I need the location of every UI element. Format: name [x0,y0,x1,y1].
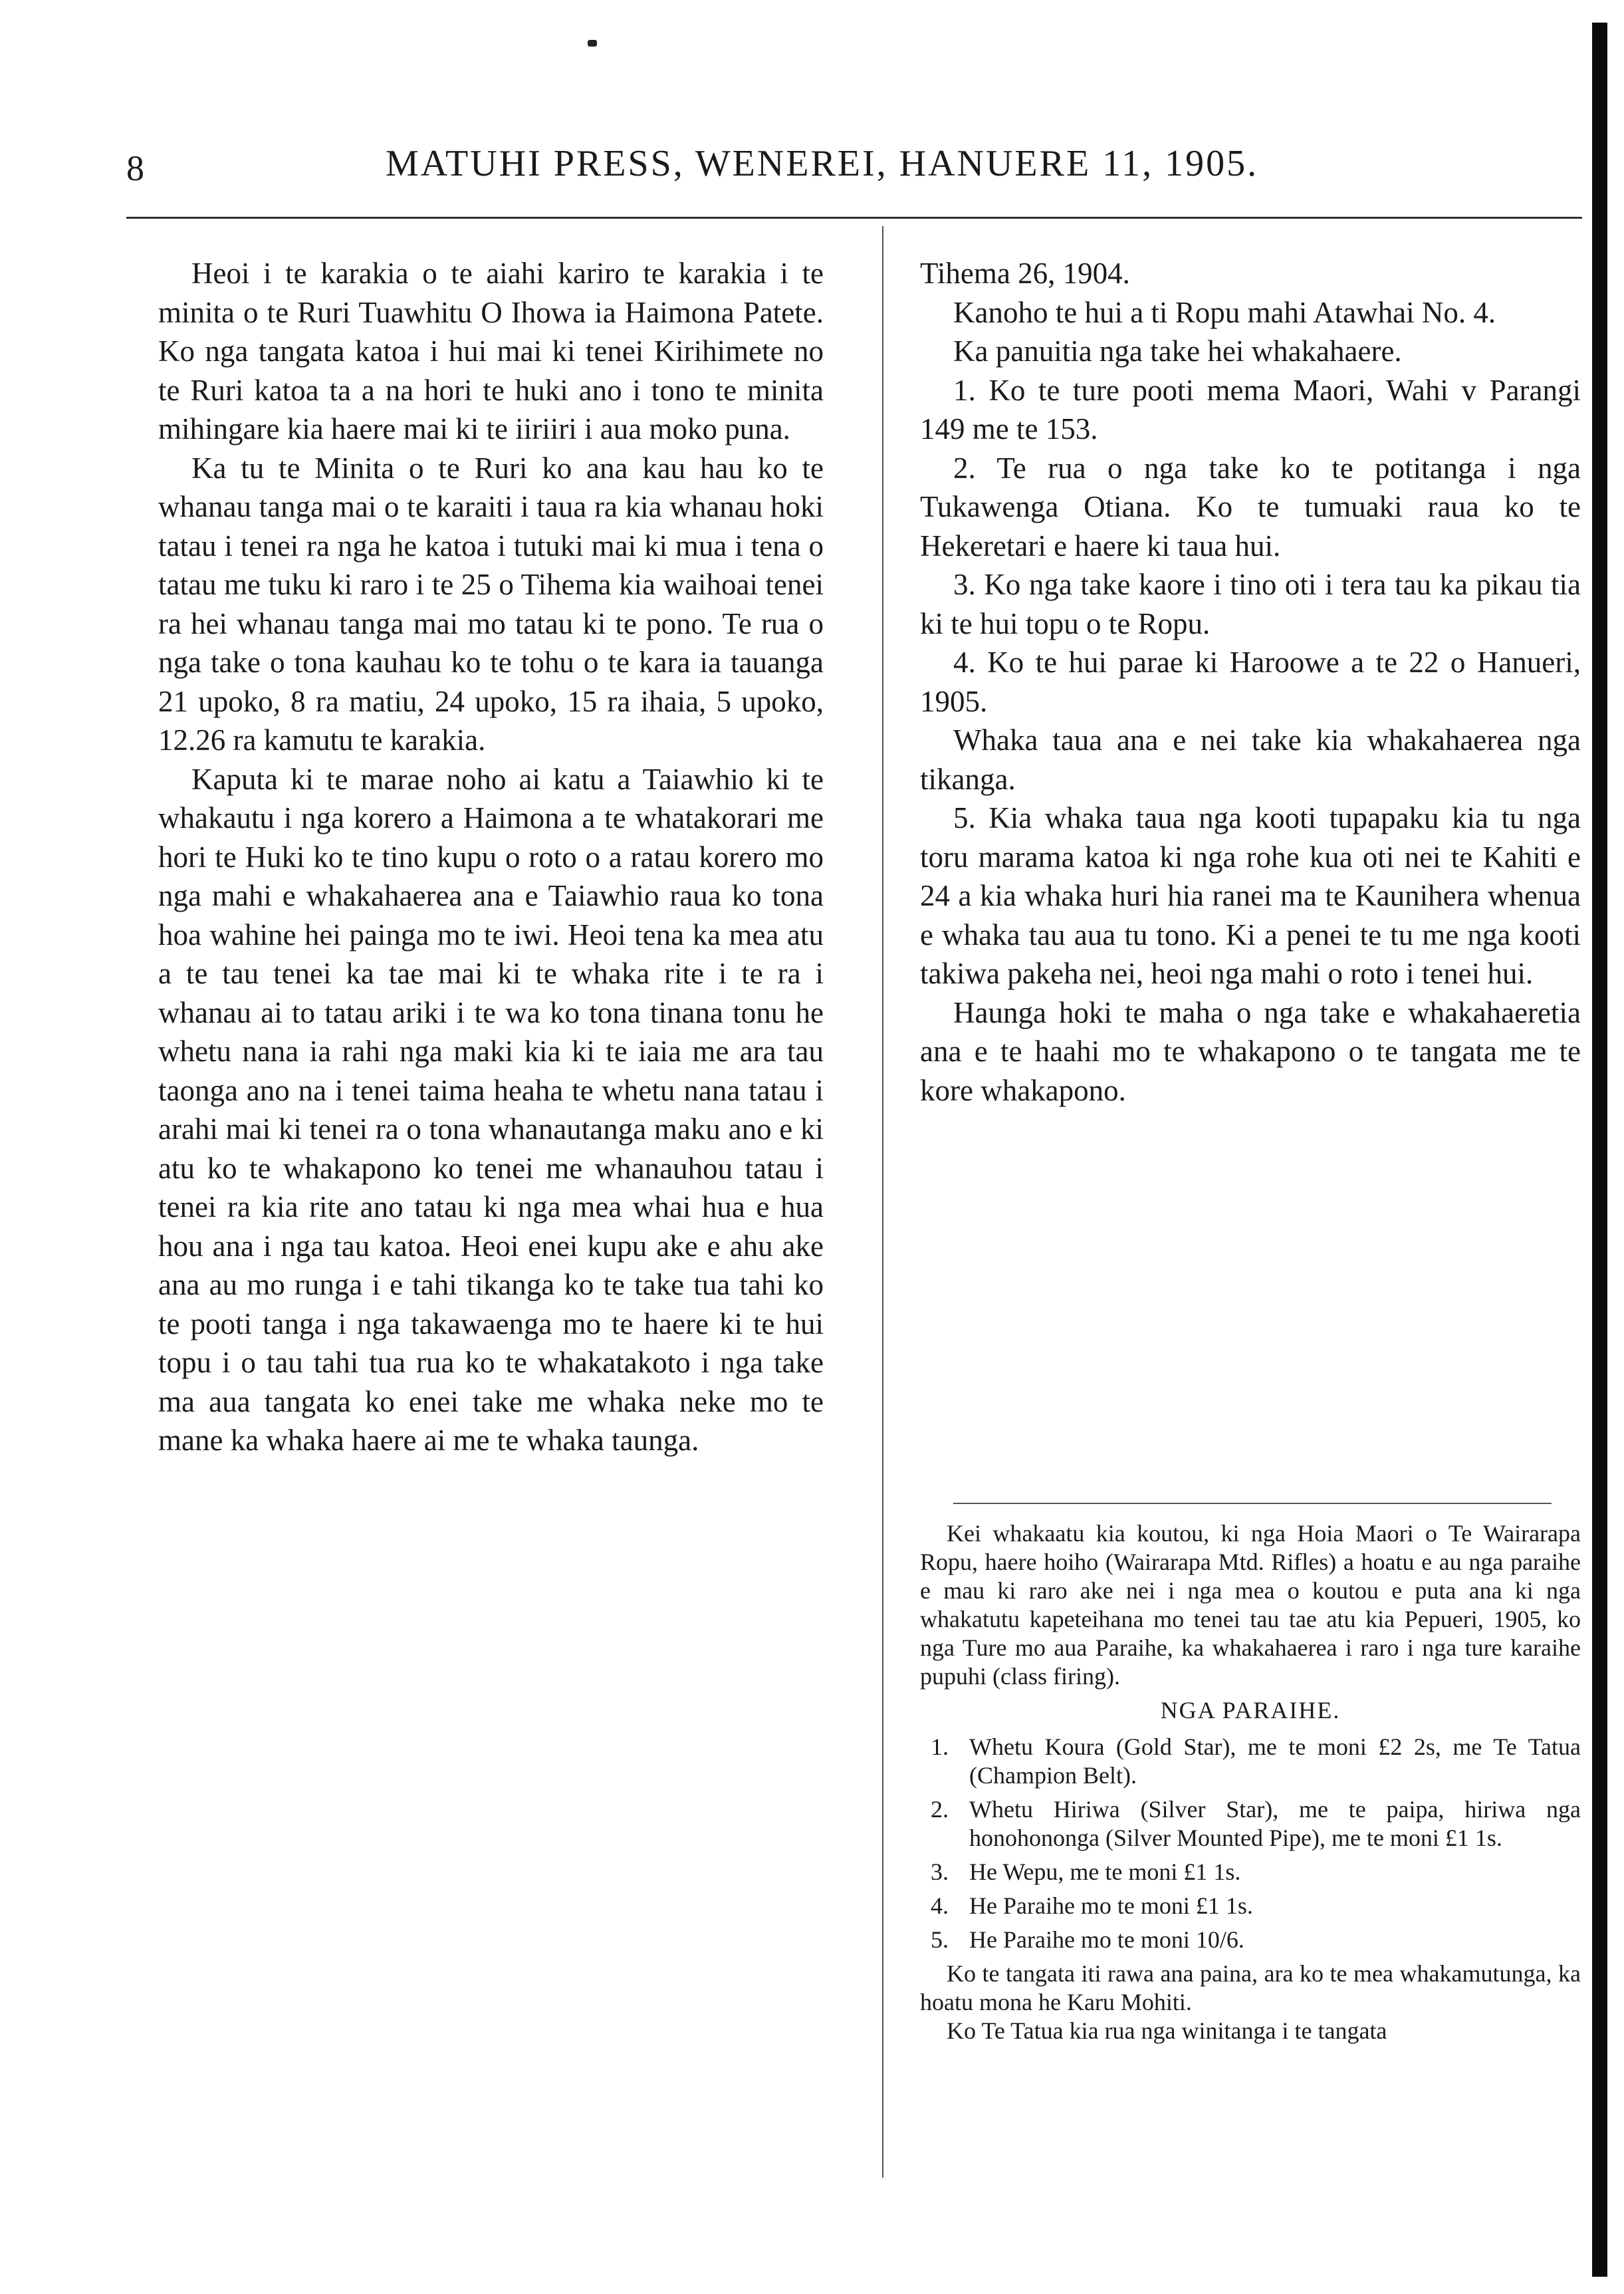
header-rule [126,217,1582,219]
paragraph: Kanoho te hui a ti Ropu mahi Atawhai No. 4. [953,295,1496,329]
notice-heading: NGA PARAIHE. [1160,1697,1341,1723]
prize-number: 5. [931,1926,949,1953]
prize-text: He Wepu, me te moni £1 1s. [969,1858,1241,1885]
paragraph: Whaka taua ana e nei take kia whakahaerea nga tikanga. [920,723,1581,796]
prize-item [920,1733,1581,1790]
prize-item [920,1858,1581,1886]
masthead: MATUHI PRESS, WENEREI, HANUERE 11, 1905. [386,143,1259,184]
paragraph: Haunga hoki te maha o nga take e whakahaeretia ana e te haahi mo te whakapono o te tangata me te kore whakapono. [920,995,1581,1107]
prize-number: 4. [931,1892,949,1919]
paragraph: Ka panuitia nga take hei whakahaere. [953,334,1402,368]
prize-item [920,1892,1581,1920]
prize-item [920,1795,1581,1852]
paragraph: 5. Kia whaka taua nga kooti tupapaku kia tu nga toru marama katoa ki nga rohe kua oti nei te Kahiti e 24 a kia whaka huri hia ranei ma te Kaunihera whenua e whaka tau aua tu tono. Ki a penei te tu me nga kooti takiwa pakeha nei, heoi nga mahi o roto i tenei hui. [920,801,1581,990]
scan-edge-strip [1592,23,1607,2277]
notice-rule [953,1503,1552,1504]
ink-speck [588,40,597,47]
prize-number: 1. [931,1733,949,1760]
right-column [920,254,1581,1110]
prize-number: 3. [931,1858,949,1885]
notice-closing: Ko Te Tatua kia rua nga winitanga i te tangata [947,2017,1387,2044]
column-divider [882,226,883,2178]
paragraph: Ka tu te Minita o te Ruri ko ana kau hau ko te whanau tanga mai o te karaiti i taua ra kia whanau hoki tatau i tenei ra nga he katoa i tutuki mai ki mua i tena o tatau me tuku ki raro i te 25 o Tihema kia waihoai tenei ra hei whanau tanga mai mo tatau ki te pono. Te rua o nga take o tona kauhau ko te tohu o te kara ia tauanga 21 upoko, 8 ra matiu, 24 upoko, 15 ra ihaia, 5 upoko, 12.26 ra kamutu te karakia. [158,451,824,757]
paragraph: 2. Te rua o nga take ko te potitanga i nga Tukawenga Otiana. Ko te tumuaki raua ko te Hekeretari e haere ki taua hui. [920,451,1581,563]
prize-text: He Paraihe mo te moni 10/6. [969,1926,1244,1953]
paragraph: 3. Ko nga take kaore i tino oti i tera tau ka pikau tia ki te hui topu o te Ropu. [920,568,1581,640]
prize-number: 2. [931,1796,949,1823]
prize-item [920,1926,1581,1954]
prize-text: He Paraihe mo te moni £1 1s. [969,1892,1253,1919]
paragraph: 1. Ko te ture pooti mema Maori, Wahi v Parangi 149 me te 153. [920,373,1581,446]
notice-intro: Kei whakaatu kia koutou, ki nga Hoia Maori o Te Wairarapa Ropu, haere hoiho (Wairarapa Mtd. Rifles) a hoatu e au nga paraihe e mau ki raro ake nei i nga mea o koutou e puta ana ki nga whakatutu kapeteihana mo tenei tau tae atu kia Pepueri, 1905, ko nga Ture mo aua Paraihe, ka whakahaerea i raro i nga ture karaihe pupuhi (class firing). [920,1520,1581,1690]
left-column [158,254,824,1460]
prize-notice [920,1519,1581,2045]
prize-text: Whetu Koura (Gold Star), me te moni £2 2s, me Te Tatua (Champion Belt). [969,1733,1581,1789]
paragraph: Heoi i te karakia o te aiahi kariro te karakia i te minita o te Ruri Tuawhitu O Ihowa ia Haimona Patete. Ko nga tangata katoa i hui mai ki tenei Kirihimete no te Ruri katoa ta a na hori te huki ano i tono te minita mihingare kia haere mai ki te iiriiri i aua moko puna. [158,257,824,446]
dateline: Tihema 26, 1904. [920,257,1130,290]
notice-closing: Ko te tangata iti rawa ana paina, ara ko te mea whakamutunga, ka hoatu mona he Karu Mohiti. [920,1960,1581,2015]
paragraph: 4. Ko te hui parae ki Haroowe a te 22 o Hanueri, 1905. [920,646,1581,718]
prize-text: Whetu Hiriwa (Silver Star), me te paipa, hiriwa nga honohononga (Silver Mounted Pipe), me te moni £1 1s. [969,1796,1581,1851]
page-number: 8 [126,148,144,188]
paragraph: Kaputa ki te marae noho ai katu a Taiawhio ki te whakautu i nga korero a Haimona a te whatakorari me hori te Huki ko te tino kupu o roto o a ratau korero mo nga mahi e whakahaerea ana e Taiawhio raua ko tona hoa wahine hei painga mo te iwi. Heoi tena ka mea atu a te tau tenei ka tae mai ki te whaka rite i te ra i whanau ai to tatau ariki i te wa ko tona tinana tonu he whetu nana ia rahi nga maki kia ki te iaia me ara tau taonga ano na i tenei taima heaha te whetu nana tatau i arahi mai ki tenei ra o tona whanautanga maku ano e ki atu ko te whakapono ko tenei me whanauhou tatau i tenei ra kia rite ano tatau ki nga mea whai hua e hua hou ana i nga tau katoa. Heoi enei kupu ake e ahu ake ana au mo runga i e tahi tikanga ko te take tua tahi ko te pooti tanga i nga takawaenga mo te haere ki te hui topu i o tau tahi tua rua ko te whakatakoto i nga take ma aua tangata ko enei take me whaka neke mo te mane ka whaka haere ai me te whaka taunga. [158,762,824,1457]
